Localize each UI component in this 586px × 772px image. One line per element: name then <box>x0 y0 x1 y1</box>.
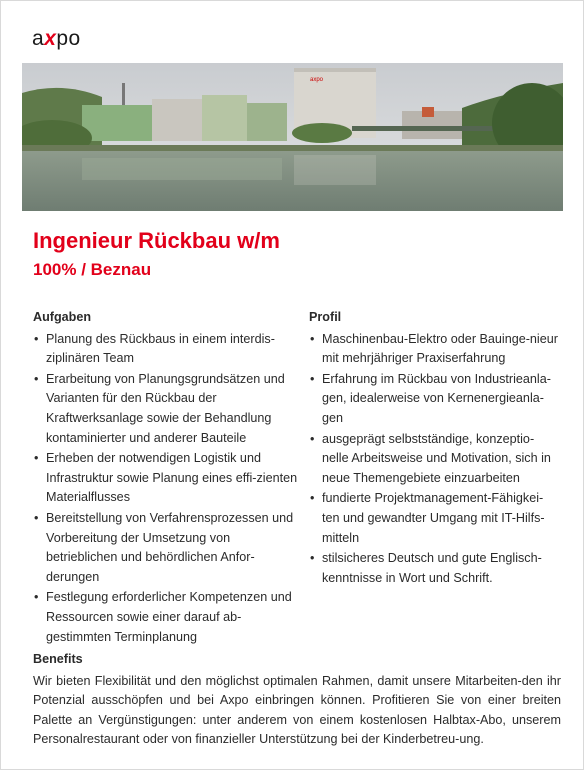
hero-image-power-plant <box>22 63 563 211</box>
profil-heading: Profil <box>309 310 342 324</box>
list-item: • Bereitstellung von Verfahrensprozessen und Vorbereitung der Umsetzung von betrieblichen und behördlichen Anfor-derungen <box>33 509 298 587</box>
aufgaben-section <box>33 308 298 648</box>
job-subtitle: 100% / Beznau <box>33 260 152 279</box>
list-item: • Maschinenbau-Elektro oder Bauinge-nieur mit mehrjähriger Praxiserfahrung <box>309 330 559 369</box>
list-item: • Festlegung erforderlicher Kompetenzen und Ressourcen sowie einer darauf ab-gestimmten Terminplanung <box>33 588 298 647</box>
list-item: • Planung des Rückbaus in einem interdis-ziplinären Team <box>33 330 298 369</box>
list-item: • Erheben der notwendigen Logistik und Infrastruktur sowie Planung eines effi-zienten Materialflusses <box>33 449 298 508</box>
hero-building-logo: axpo <box>310 77 324 83</box>
profil-section <box>309 308 559 589</box>
job-title: Ingenieur Rückbau w/m <box>33 228 280 253</box>
benefits-section <box>33 650 561 750</box>
list-item: • Erarbeitung von Planungsgrundsätzen und Varianten für den Rückbau der Kraftwerksanlage sowie der Behandlung kontaminierter und anderer Bauteile <box>33 370 298 448</box>
list-item: • Erfahrung im Rückbau von Industrieanla-gen, idealerweise von Kernenergieanla-gen <box>309 370 559 429</box>
benefits-heading: Benefits <box>33 652 83 666</box>
aufgaben-heading: Aufgaben <box>33 310 92 324</box>
benefits-text: Wir bieten Flexibilität und den möglichst optimalen Rahmen, damit unsere Mitarbeiten-den ihr Potenzial ausschöpfen und bei Axpo einbringen können. Profitieren Sie von einer breiten Palette an Vergünstigungen: unter anderem von einem kostenlosen Halbtax-Abo, unserem Personalrestaurant oder von finanzieller Unterstützung bei der Kinderbetreu-ung. <box>33 673 561 747</box>
aufgaben-list <box>33 330 298 648</box>
list-item: • stilsicheres Deutsch und gute Englisch-kenntnisse in Wort und Schrift. <box>309 549 559 588</box>
profil-list <box>309 330 559 589</box>
axpo-logo: axpo <box>32 27 81 50</box>
list-item: • fundierte Projektmanagement-Fähigkei-ten und gewandter Umgang mit IT-Hilfs-mitteln <box>309 489 559 548</box>
list-item: • ausgeprägt selbstständige, konzeptio-nelle Arbeitsweise und Motivation, sich in neue Themengebiete einzuarbeiten <box>309 430 559 489</box>
